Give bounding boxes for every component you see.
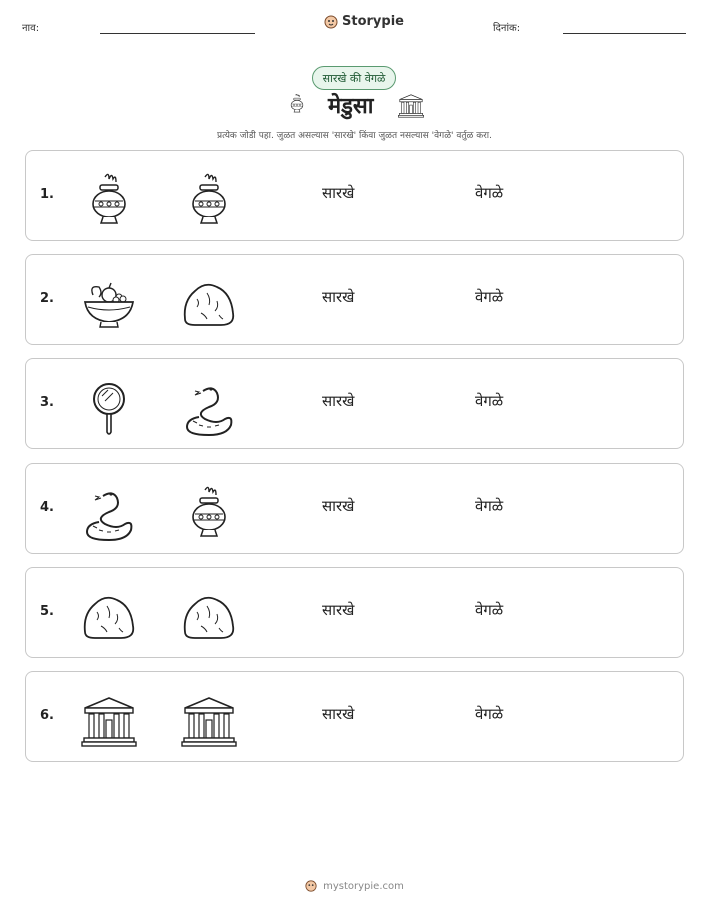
option-different[interactable]: वेगळे	[475, 288, 504, 306]
worksheet-type-badge: सारखे की वेगळे	[312, 66, 396, 90]
temple-icon	[79, 692, 139, 752]
temple-icon	[397, 92, 425, 120]
exercise-row	[25, 358, 684, 449]
rock-icon	[79, 588, 139, 648]
storypie-logo-icon	[305, 880, 317, 892]
row-number: 1.	[40, 187, 54, 202]
kalash-icon	[179, 484, 239, 544]
option-same[interactable]: सारखे	[322, 497, 355, 515]
snake-icon	[79, 484, 139, 544]
option-same[interactable]: सारखे	[322, 184, 355, 202]
row-number: 3.	[40, 395, 54, 410]
exercise-row	[25, 671, 684, 762]
snake-icon	[179, 379, 239, 439]
kalash-icon	[179, 171, 239, 231]
row-number: 4.	[40, 500, 54, 515]
kalash-icon	[286, 91, 308, 117]
option-different[interactable]: वेगळे	[475, 184, 504, 202]
exercise-row	[25, 254, 684, 345]
option-same[interactable]: सारखे	[322, 288, 355, 306]
option-same[interactable]: सारखे	[322, 392, 355, 410]
rock-icon	[179, 588, 239, 648]
option-different[interactable]: वेगळे	[475, 601, 504, 619]
footer	[0, 880, 709, 892]
option-same[interactable]: सारखे	[322, 601, 355, 619]
temple-icon	[179, 692, 239, 752]
instructions: प्रत्येक जोडी पहा. जुळत असल्यास 'सारखे' किंवा जुळत नसल्यास 'वेगळे' वर्तुळ करा.	[216, 131, 492, 141]
kalash-icon	[79, 171, 139, 231]
row-number: 5.	[40, 604, 54, 619]
name-label: नाव:	[22, 23, 40, 34]
fruit-bowl-icon	[79, 275, 139, 335]
exercise-row	[25, 150, 684, 241]
option-different[interactable]: वेगळे	[475, 392, 504, 410]
exercise-row	[25, 567, 684, 658]
date-field[interactable]	[563, 33, 686, 34]
row-number: 2.	[40, 291, 54, 306]
name-field[interactable]	[100, 33, 255, 34]
option-different[interactable]: वेगळे	[475, 705, 504, 723]
option-same[interactable]: सारखे	[322, 705, 355, 723]
rock-icon	[179, 275, 239, 335]
footer-url: mystorypie.com	[323, 880, 404, 892]
option-different[interactable]: वेगळे	[475, 497, 504, 515]
brand-logo	[324, 14, 404, 29]
page-title: मेडुसा	[328, 94, 374, 119]
brand-name: Storypie	[342, 14, 404, 29]
exercise-row	[25, 463, 684, 554]
date-label: दिनांक:	[493, 23, 521, 34]
mirror-icon	[79, 379, 139, 439]
storypie-logo-icon	[324, 15, 338, 29]
row-number: 6.	[40, 708, 54, 723]
